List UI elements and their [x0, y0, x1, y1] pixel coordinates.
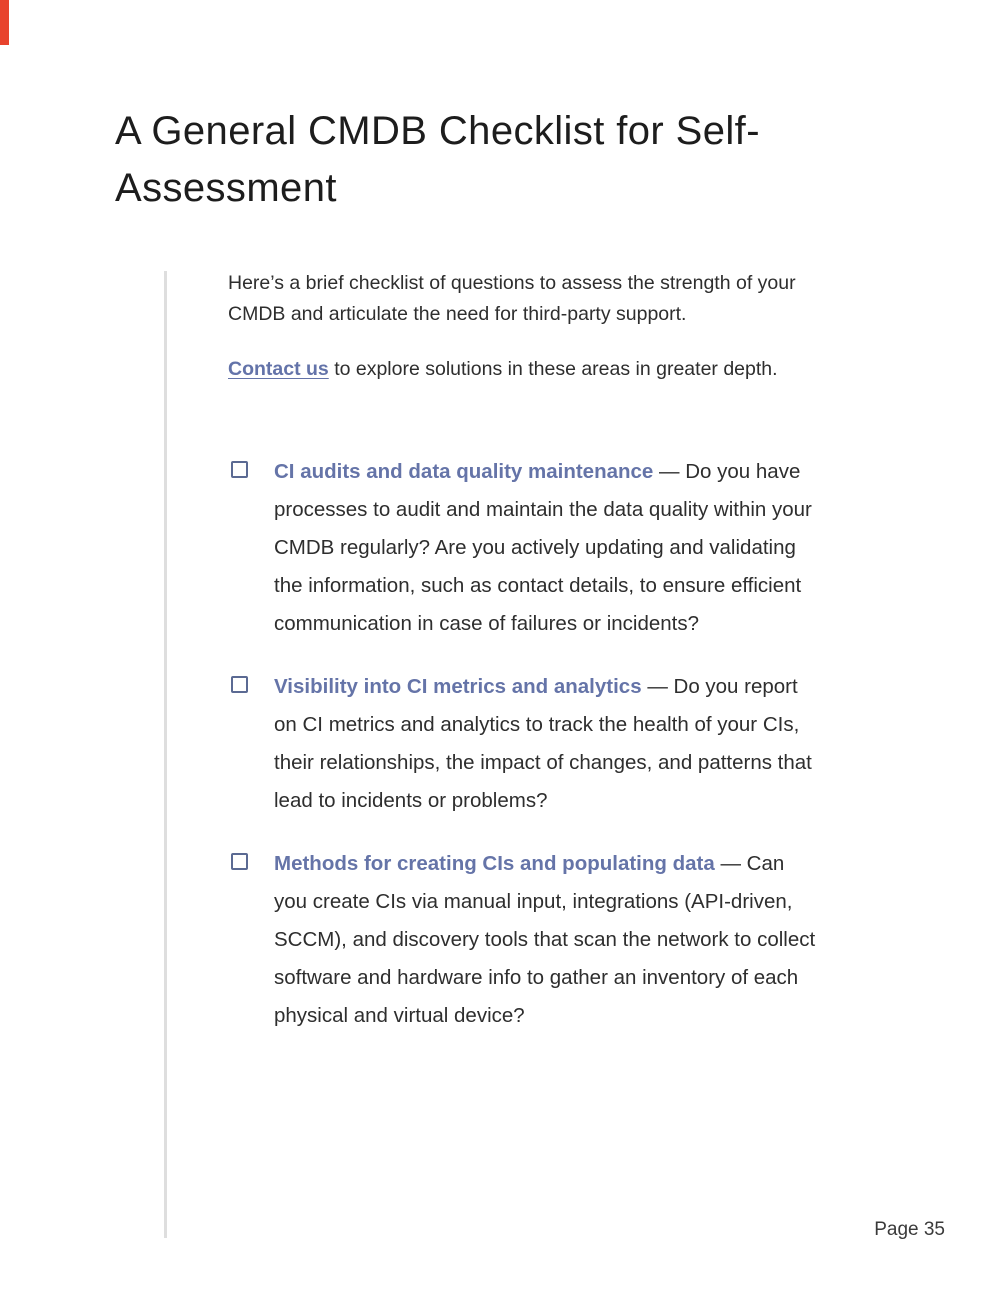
- page-title-line-1: A General CMDB Checklist for Self-: [115, 109, 760, 153]
- page-number: Page 35: [874, 1219, 945, 1240]
- checklist-item-heading: CI audits and data quality maintenance: [274, 460, 654, 483]
- checklist: [231, 453, 831, 1060]
- checklist-item-ci-metrics: [231, 668, 831, 820]
- page-title: [115, 103, 895, 217]
- checklist-item-text: [274, 453, 822, 643]
- checkbox-creating-cis[interactable]: [231, 853, 248, 870]
- intro-paragraph: Here’s a brief checklist of questions to assess the strength of your CMDB and articulate the need for third-party support.: [228, 272, 796, 325]
- checkbox-ci-audits[interactable]: [231, 461, 248, 478]
- checklist-item-ci-audits: [231, 453, 831, 643]
- checklist-item-text: [274, 845, 822, 1035]
- page-edge-accent: [0, 0, 9, 45]
- checklist-item-heading: Visibility into CI metrics and analytics: [274, 675, 642, 698]
- checkbox-ci-metrics[interactable]: [231, 676, 248, 693]
- checklist-item-body: — Do you have processes to audit and maintain the data quality within your CMDB regularly? Are you actively updating and validating the information, such as contact details, to ensure efficient communication in case of failures or incidents?: [274, 460, 812, 635]
- contact-paragraph: [228, 354, 820, 385]
- page-title-line-2: Assessment: [115, 166, 337, 210]
- contact-us-link[interactable]: Contact us: [228, 358, 329, 380]
- checklist-item-heading: Methods for creating CIs and populating data: [274, 852, 715, 875]
- checklist-item-body: — Can you create CIs via manual input, integrations (API-driven, SCCM), and discovery tools that scan the network to collect software and hardware info to gather an inventory of each physical and virtual device?: [274, 852, 816, 1027]
- intro-section: [228, 268, 820, 409]
- checklist-item-body: — Do you report on CI metrics and analytics to track the health of your CIs, their relationships, the impact of changes, and patterns that lead to incidents or problems?: [274, 675, 812, 812]
- intro-vertical-rule: [164, 271, 167, 1238]
- checklist-item-creating-cis: [231, 845, 831, 1035]
- contact-paragraph-rest: to explore solutions in these areas in greater depth.: [334, 358, 778, 380]
- checklist-item-text: [274, 668, 822, 820]
